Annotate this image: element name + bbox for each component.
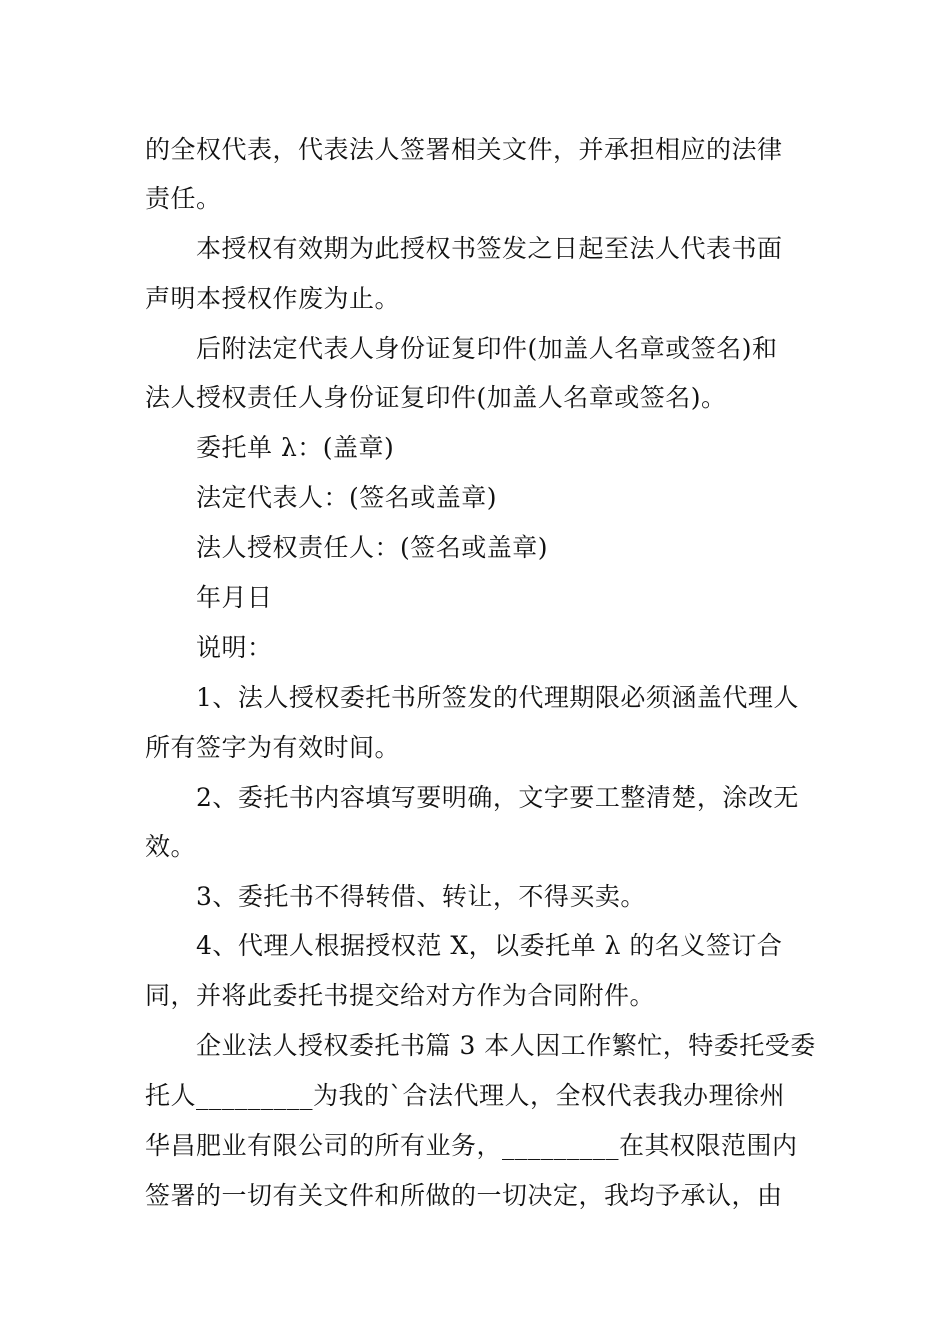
text-line-12: 1、法人授权委托书所签发的代理期限必须涵盖代理人 (196, 683, 799, 712)
text-line-11: 说明： (196, 633, 273, 662)
text-line-17: 4、代理人根据授权范 X，以委托单 λ 的名义签订合 (196, 931, 783, 960)
text-line-20: 托人_________为我的`合法代理人，全权代表我办理徐州 (145, 1081, 786, 1110)
text-line-4: 声明本授权作废为止。 (145, 284, 401, 313)
text-line-22: 签署的一切有关文件和所做的一切决定，我均予承认，由 (145, 1181, 783, 1210)
text-line-21: 华昌肥业有限公司的所有业务，_________在其权限范围内 (145, 1131, 798, 1160)
text-line-6: 法人授权责任人身份证复印件(加盖人名章或签名)。 (145, 383, 727, 412)
text-line-10: 年月日 (196, 583, 273, 612)
text-line-9: 法人授权责任人：(签名或盖章) (196, 533, 549, 562)
text-line-3: 本授权有效期为此授权书签发之日起至法人代表书面 (196, 234, 783, 263)
text-line-7: 委托单 λ：(盖章) (196, 433, 395, 462)
text-line-1: 的全权代表，代表法人签署相关文件，并承担相应的法律 (145, 135, 783, 164)
text-line-2: 责任。 (145, 184, 222, 213)
text-line-18: 同，并将此委托书提交给对方作为合同附件。 (145, 981, 656, 1010)
text-line-15: 效。 (145, 832, 197, 861)
text-line-8: 法定代表人：(签名或盖章) (196, 483, 498, 512)
text-line-13: 所有签字为有效时间。 (145, 733, 401, 762)
text-line-16: 3、委托书不得转借、转让，不得买卖。 (196, 882, 646, 911)
text-line-14: 2、委托书内容填写要明确，文字要工整清楚，涂改无 (196, 783, 799, 812)
text-line-19: 企业法人授权委托书篇 3 本人因工作繁忙，特委托受委 (196, 1031, 816, 1060)
text-line-5: 后附法定代表人身份证复印件(加盖人名章或签名)和 (196, 334, 778, 363)
